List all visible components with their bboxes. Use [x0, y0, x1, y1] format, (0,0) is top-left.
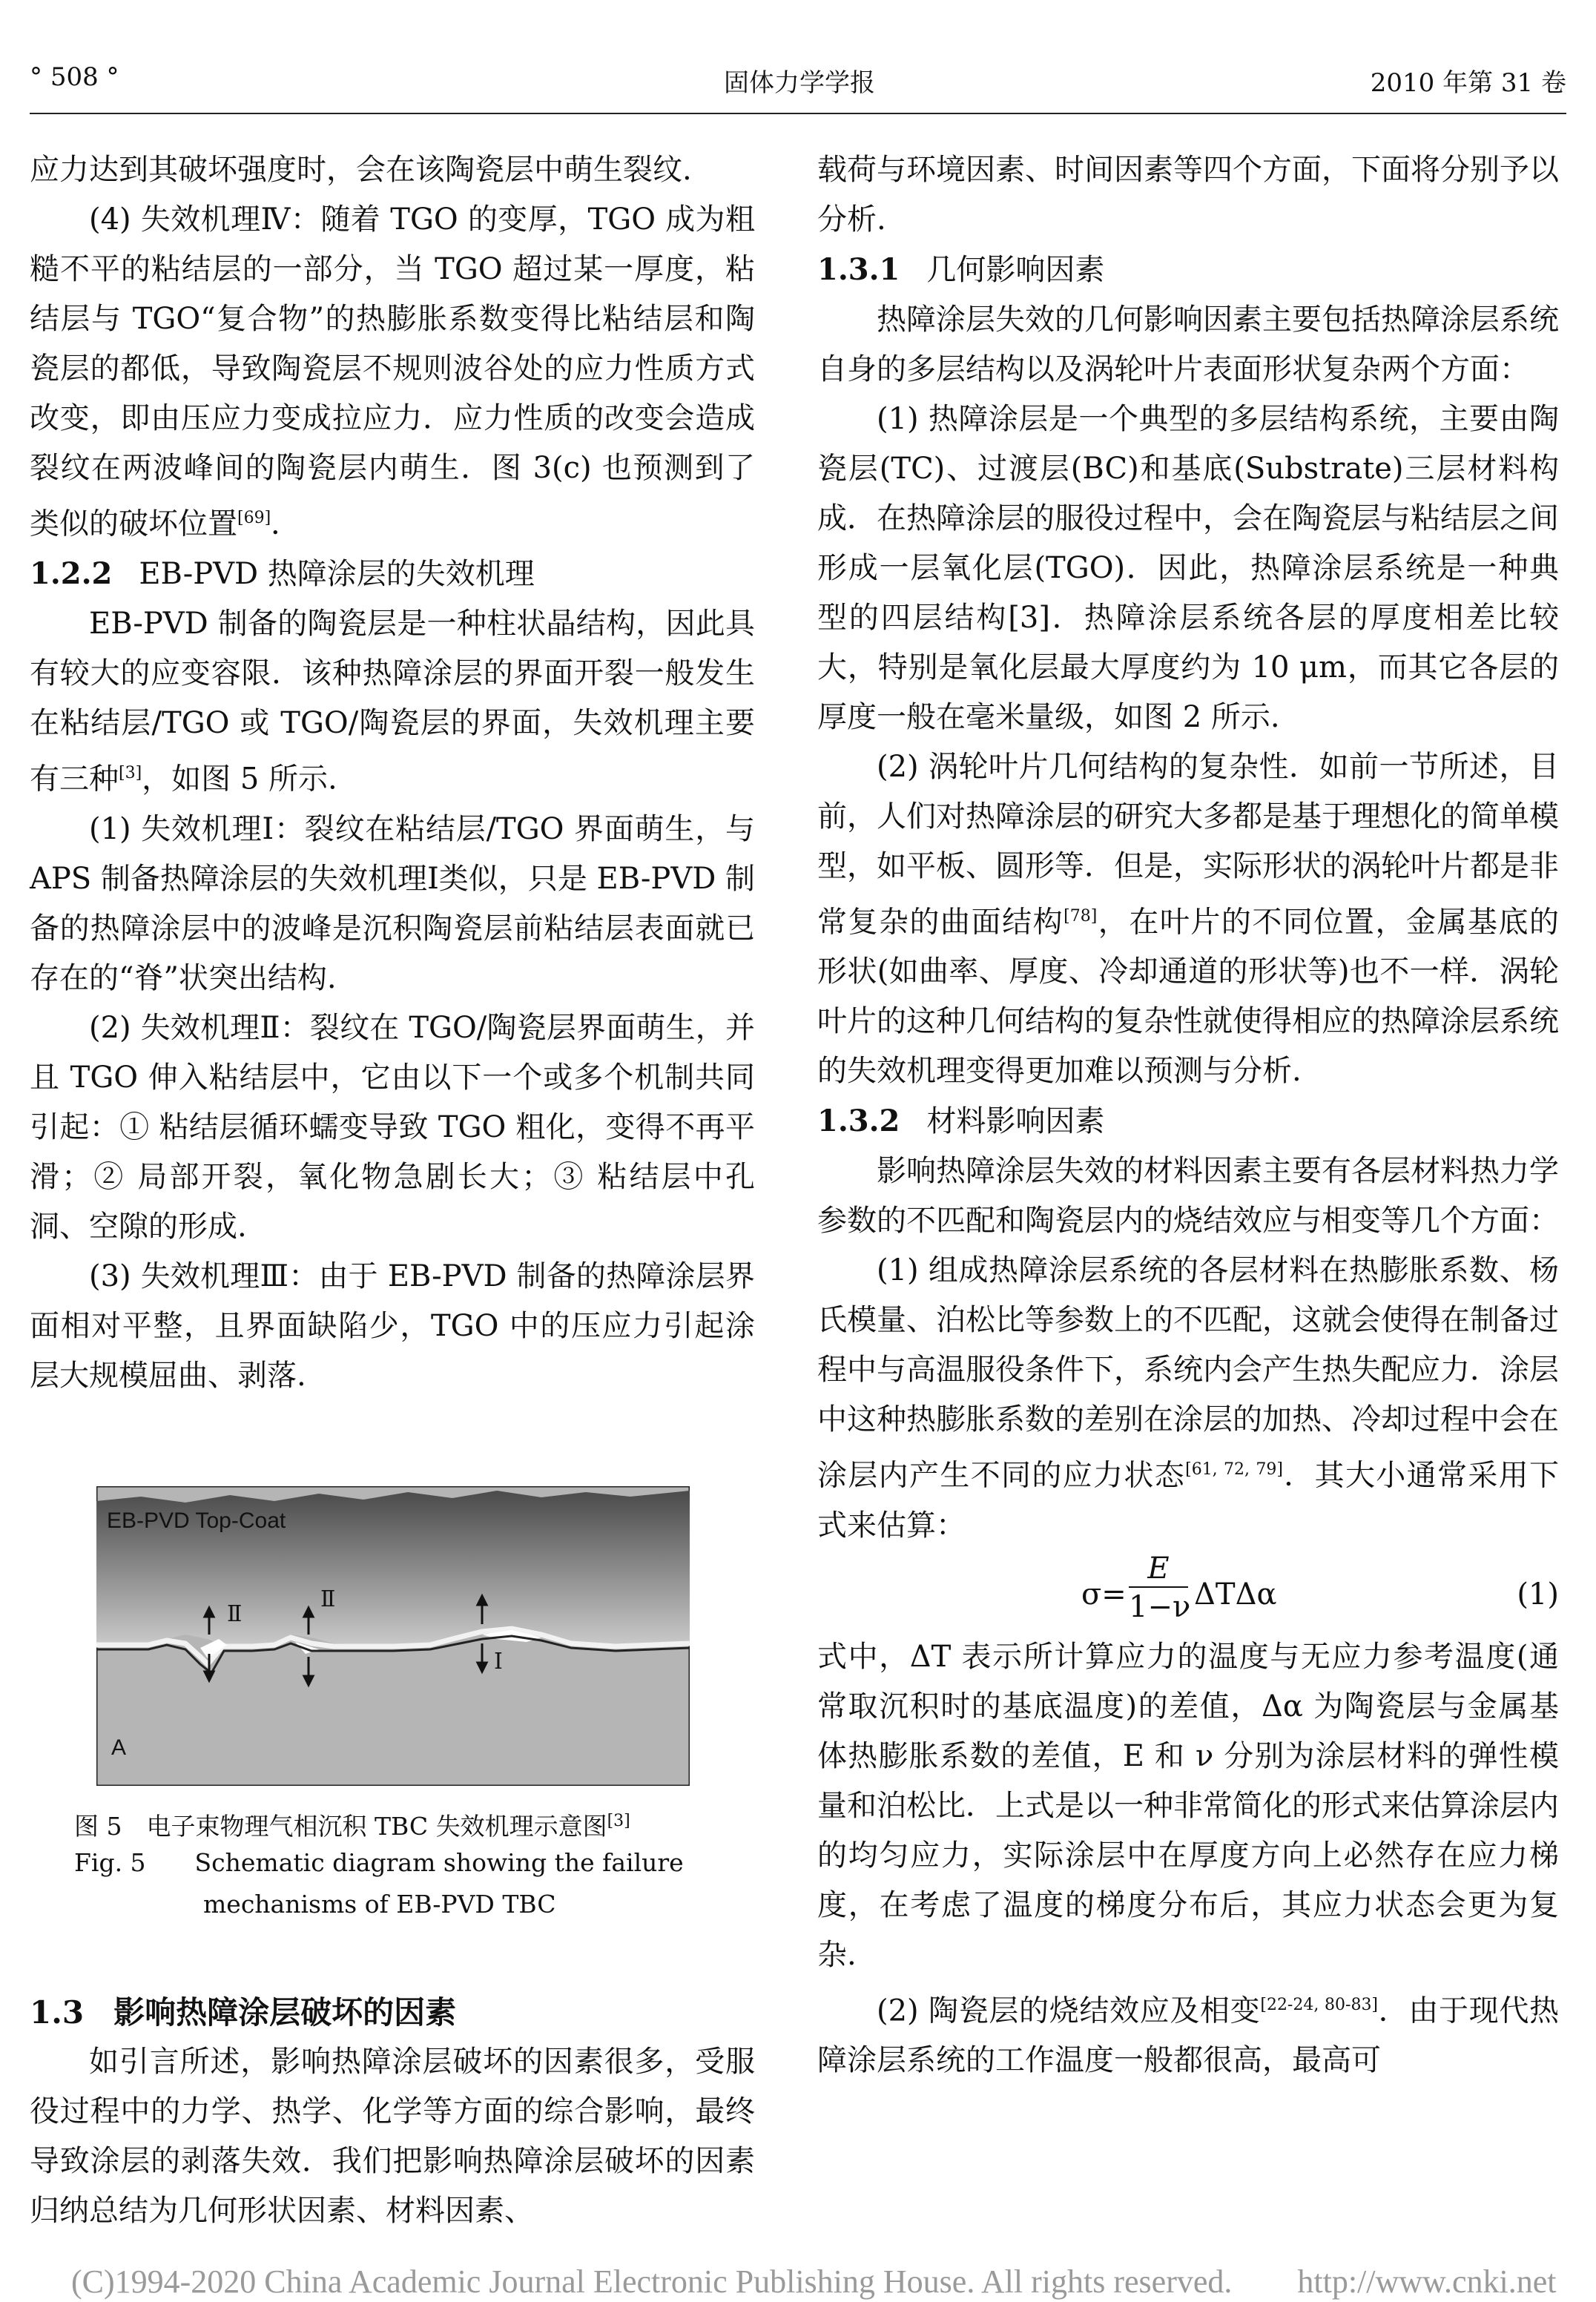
page-number: ° 508 ° [30, 62, 119, 92]
paragraph: 应力达到其破坏强度时，会在该陶瓷层中萌生裂纹. [30, 153, 692, 187]
section-heading-1-3-1: 1.3.1 几何影响因素 [817, 252, 1105, 287]
left-column-lower [30, 1988, 755, 2236]
citation: [69] [237, 509, 271, 527]
citation: [3] [119, 764, 142, 783]
section-heading-1-3-2: 1.3.2 材料影响因素 [817, 1104, 1105, 1139]
paragraph: 影响热障涂层失效的材料因素主要有各层材料热力学参数的不匹配和陶瓷层内的烧结效应与相变等几个方面： [817, 1154, 1559, 1239]
left-column [30, 145, 755, 1401]
paragraph: (4) 失效机理Ⅳ：随着 TGO 的变厚，TGO 成为粗糙不平的粘结层的一部分，当 TGO 超过某一厚度，粘结层与 TGO“复合物”的热膨胀系数变得比粘结层和陶瓷层的都低，导致陶瓷层不规则波谷处的应力性质方式改变，即由压应力变成拉应力．应力性质的改变会造成裂纹在两波峰间的陶瓷层内萌生．图 3(c) 也预测到了类似的破坏位置[69]． [30, 202, 755, 541]
paragraph: (1) 组成热障涂层系统的各层材料在热膨胀系数、杨氏模量、泊松比等参数上的不匹配，这就会使得在制备过程中与高温服役条件下，系统内会产生热失配应力．涂层中这种热膨胀系数的差别在涂层的加热、冷却过程中会在涂层内产生不同的应力状态[61, 72, 79]．其大小通常采用下式来估算： [817, 1253, 1560, 1543]
paragraph: (2) 涡轮叶片几何结构的复杂性．如前一节所述，目前，人们对热障涂层的研究大多都是基于理想化的简单模型，如平板、圆形等．但是，实际形状的涡轮叶片都是非常复杂的曲面结构[78]，在叶片的不同位置，金属基底的形状(如曲率、厚度、冷却通道的形状等)也不一样．涡轮叶片的这种几何结构的复杂性就使得相应的热障涂层系统的失效机理变得更加难以预测与分析. [817, 750, 1560, 1089]
equation-1: σ= E 1−ν ΔTΔα (1) [1081, 1551, 1559, 1624]
paragraph: (1) 热障涂层是一个典型的多层结构系统，主要由陶瓷层(TC)、过渡层(BC)和基底(Substrate)三层材料构成．在热障涂层的服役过程中，会在陶瓷层与粘结层之间形成一层氧化层(TGO)．因此，热障涂层系统是一种典型的四层结构[3]．热障涂层系统各层的厚度相差比较大，特别是氧化层最大厚度约为 10 μm，而其它各层的厚度一般在毫米量级，如图 2 所示. [817, 402, 1559, 734]
figure-label-a: A [111, 1735, 127, 1760]
section-heading-1-2-2: 1.2.2 EB-PVD 热障涂层的失效机理 [30, 556, 535, 592]
issue-info: 2010 年第 31 卷 [1370, 68, 1566, 98]
paragraph: (3) 失效机理Ⅲ：由于 EB-PVD 制备的热障涂层界面相对平整，且界面缺陷少，TGO 中的压应力引起涂层大规模屈曲、剥落. [30, 1259, 755, 1393]
figure-mark-I: Ⅰ [494, 1649, 503, 1675]
header-rule [30, 113, 1566, 114]
paragraph: (2) 失效机理Ⅱ：裂纹在 TGO/陶瓷层界面萌生，并且 TGO 伸入粘结层中，它由以下一个或多个机制共同引起：① 粘结层循环蠕变导致 TGO 粗化，变得不再平滑；② 局部开裂，氧化物急剧长大；③ 粘结层中孔洞、空隙的形成. [30, 1010, 755, 1244]
copyright-footer: (C)1994-2020 China Academic Journal Electronic Publishing House. All rights reserved. http://www.cnki.net [71, 2263, 1557, 2300]
figure-caption-cn: 图 5 电子束物理气相沉积 TBC 失效机理示意图[3] [74, 1812, 630, 1841]
paragraph: EB-PVD 制备的陶瓷层是一种柱状晶结构，因此具有较大的应变容限．该种热障涂层的界面开裂一般发生在粘结层/TGO 或 TGO/陶瓷层的界面，失效机理主要有三种[3]，如图 5 所示. [30, 607, 755, 797]
citation: [61, 72, 79] [1185, 1460, 1283, 1480]
paragraph: (2) 陶瓷层的烧结效应及相变[22-24, 80-83]．由于现代热障涂层系统的工作温度一般都很高，最高可 [817, 1993, 1560, 2077]
paragraph: 式中，ΔT 表示所计算应力的温度与无应力参考温度(通常取沉积时的基底温度)的差值，Δα 为陶瓷层与金属基体热膨胀系数的差值，E 和 ν 分别为涂层材料的弹性模量和泊松比．上式是以一种非常简化的形式来估算涂层内的均匀应力，实际涂层中在厚度方向上必然存在应力梯度，在考虑了温度的梯度分布后，其应力状态会更为复杂. [817, 1639, 1559, 1972]
section-heading-1-3: 1.3 影响热障涂层破坏的因素 [30, 1994, 457, 2031]
figure-mark-II-right: Ⅱ [320, 1586, 336, 1612]
paragraph: 热障涂层失效的几何影响因素主要包括热障涂层系统自身的多层结构以及涡轮叶片表面形状复杂两个方面： [817, 303, 1559, 386]
figure-mark-II-left: Ⅱ [227, 1601, 243, 1627]
figure-label-topcoat: EB-PVD Top-Coat [107, 1508, 286, 1533]
figure-5-diagram [96, 1486, 690, 1786]
paragraph: 载荷与环境因素、时间因素等四个方面，下面将分别予以分析. [817, 153, 1559, 237]
paragraph: 如引言所述，影响热障涂层破坏的因素很多，受服役过程中的力学、热学、化学等方面的综合影响，最终导致涂层的剥落失效．我们把影响热障涂层破坏的因素归纳总结为几何形状因素、材料因素、 [30, 2045, 755, 2228]
journal-title: 固体力学学报 [724, 68, 875, 98]
paragraph: (1) 失效机理Ⅰ：裂纹在粘结层/TGO 界面萌生，与 APS 制备热障涂层的失效机理Ⅰ类似，只是 EB-PVD 制备的热障涂层中的波峰是沉积陶瓷层前粘结层表面就已存在的“脊”状突出结构. [30, 811, 755, 995]
citation: [78] [1064, 907, 1098, 926]
right-column [817, 145, 1559, 2085]
figure-caption-en: Fig. 5 Schematic diagram showing the failure mechanisms of EB-PVD TBC [74, 1848, 684, 1919]
citation: [22-24, 80-83] [1260, 1995, 1379, 2014]
